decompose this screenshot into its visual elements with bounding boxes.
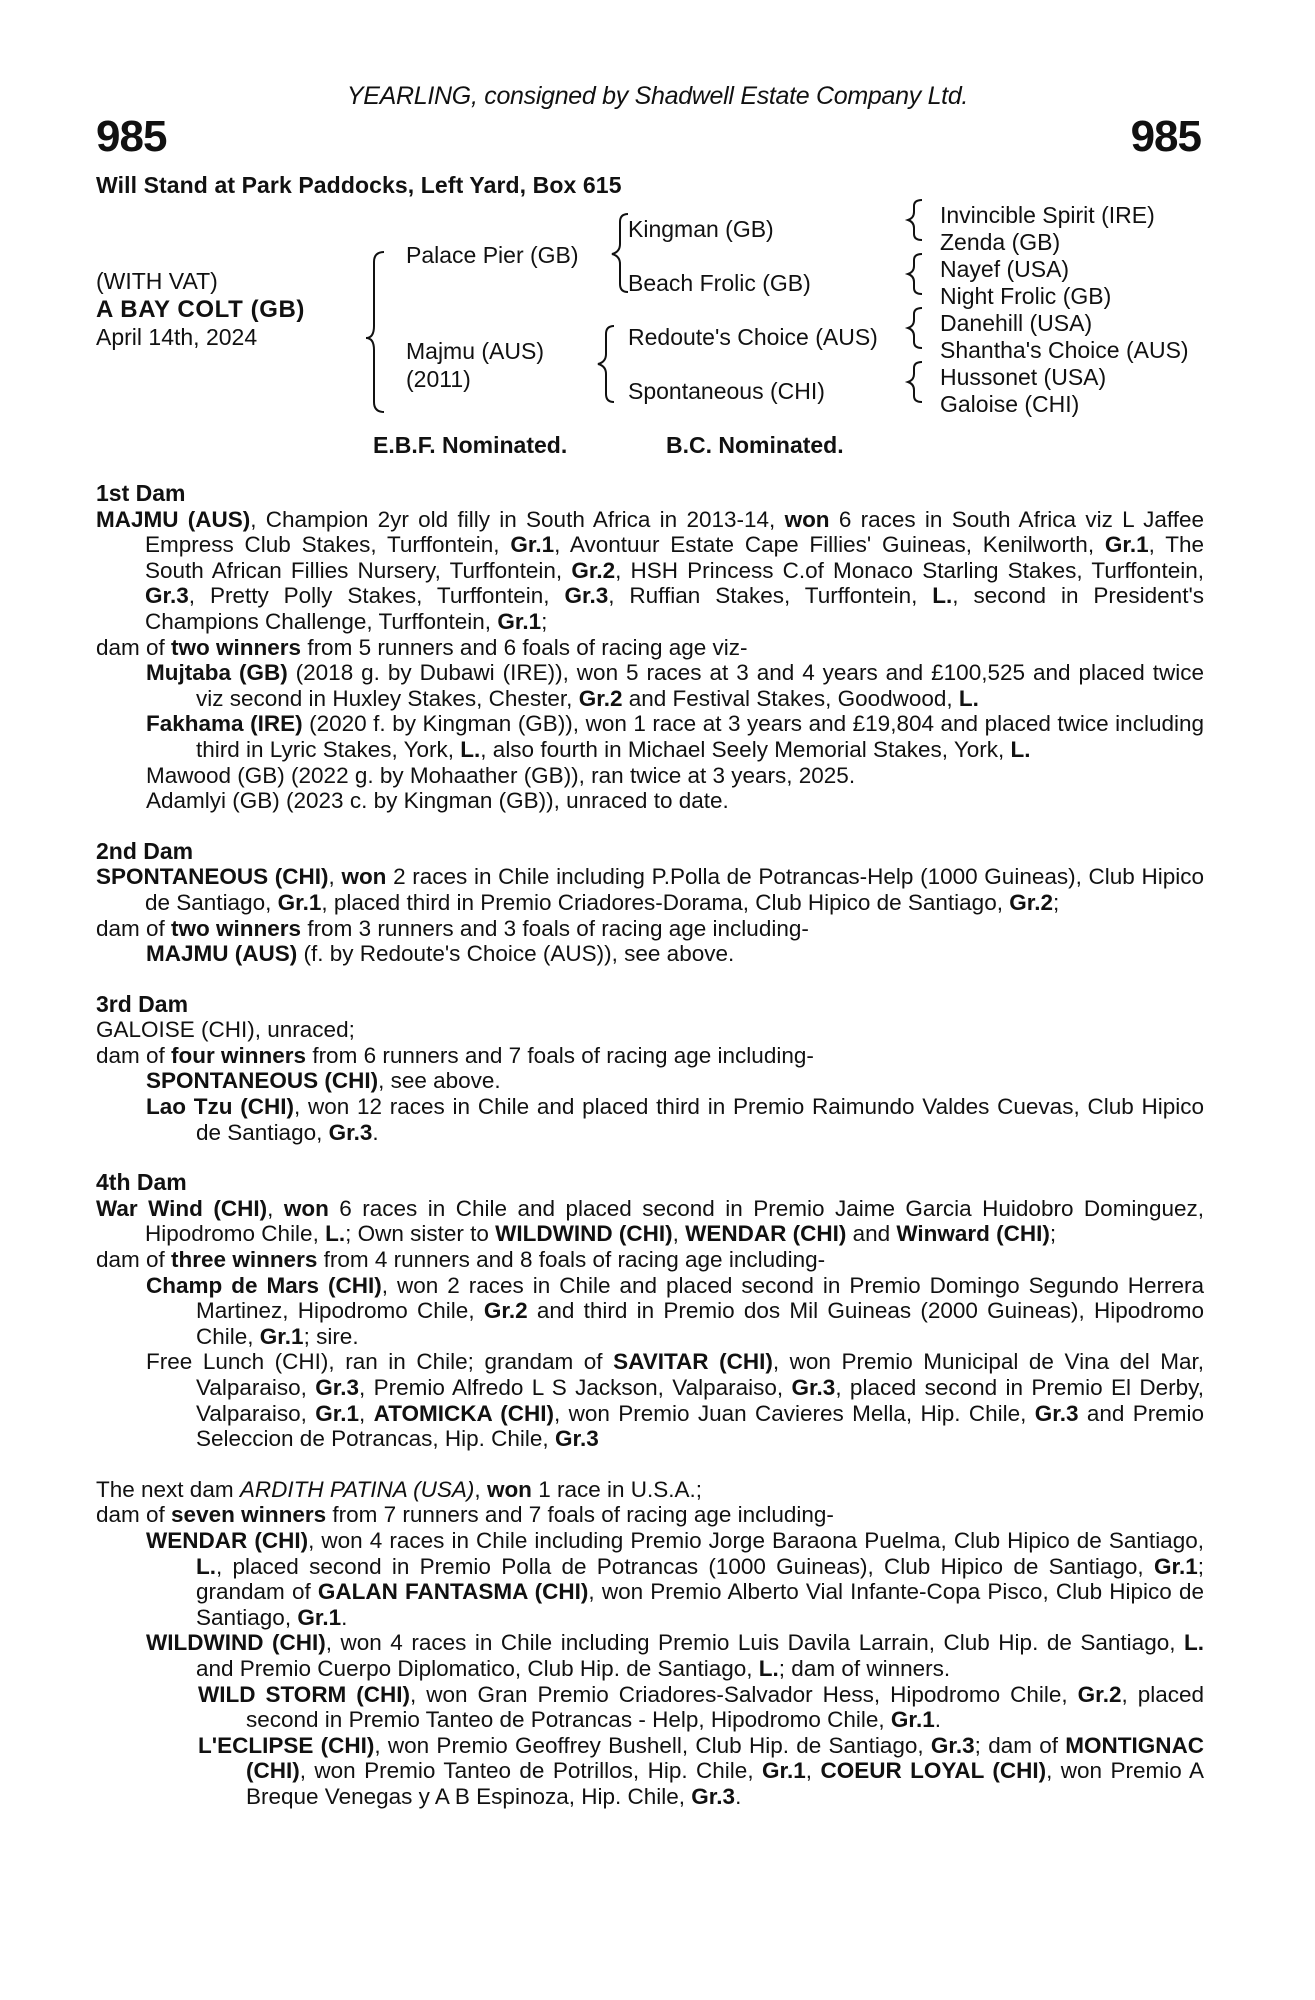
- dam: Majmu (AUS): [406, 338, 545, 364]
- sire-sire: Kingman (GB): [628, 216, 774, 242]
- pedigree-entry: [96, 1528, 1204, 1630]
- text: , also fourth in Michael Seely Memorial Stakes, York,: [480, 736, 1011, 762]
- text: .: [934, 1707, 941, 1733]
- text: dam of: [96, 634, 172, 660]
- text: Adamlyi (GB) (2023 c. by Kingman (GB)), unraced to date.: [146, 788, 729, 814]
- bold-text: three winners: [171, 1247, 318, 1273]
- pedigree-entry: [96, 507, 1204, 635]
- bold-text: Gr.3: [315, 1375, 360, 1400]
- consignor-line: YEARLING, consigned by Shadwell Estate Company Ltd.: [346, 82, 969, 110]
- bold-text: Gr.3: [145, 583, 189, 609]
- sire: Palace Pier (GB): [406, 242, 579, 268]
- text: , won Premio Geoffrey Bushell, Club Hip. de Santiago,: [374, 1732, 931, 1758]
- gen3-ancestor: Invincible Spirit (IRE): [940, 202, 1155, 228]
- text: , placed third in Premio Criadores-Dorama, Club Hipico de Santiago,: [321, 889, 1010, 915]
- text: ,: [328, 864, 342, 890]
- section-title: 2nd Dam: [96, 837, 194, 864]
- bold-text: Gr.3: [554, 1426, 599, 1452]
- pedigree-entry: [96, 1682, 1204, 1733]
- gen3-ancestor: Zenda (GB): [940, 229, 1061, 255]
- bold-text: Gr.3: [564, 583, 609, 609]
- dam-dam: Spontaneous (CHI): [628, 378, 825, 404]
- dam-section: [96, 481, 1204, 814]
- bold-text: Gr.2: [1077, 1681, 1122, 1707]
- text: (2018 g. by Dubawi (IRE)), won 5 races at 3 and 4 years and £100,525 and placed twice viz second in Huxley Stakes, Chester,: [196, 660, 1204, 711]
- text: , placed second in Premio Tanteo de Potrancas - Help, Hipodromo Chile,: [246, 1681, 1204, 1733]
- bold-text: L.: [460, 736, 481, 762]
- pedigree-entry: [96, 1273, 1204, 1350]
- bold-text: Gr.2: [578, 685, 623, 711]
- bold-text: MONTIGNAC (CHI): [246, 1732, 1205, 1784]
- bold-text: Gr.1: [315, 1400, 360, 1426]
- text: and: [846, 1221, 897, 1247]
- foaling-date: April 14th, 2024: [96, 324, 258, 350]
- gen3-ancestor: Nayef (USA): [940, 256, 1070, 282]
- bold-text: MAJMU (AUS): [146, 941, 298, 967]
- bold-text: COEUR LOYAL (CHI): [820, 1758, 1047, 1784]
- text: , see above.: [378, 1068, 501, 1094]
- text: ; dam of: [974, 1732, 1066, 1758]
- pedigree-entry: [96, 1043, 1204, 1069]
- bold-text: won: [341, 864, 387, 890]
- bold-text: Gr.2: [1009, 889, 1053, 915]
- bold-text: Gr.1: [297, 1604, 342, 1630]
- text: (f. by Redoute's Choice (AUS)), see above.: [297, 941, 735, 967]
- gen3-ancestor: Danehill (USA): [940, 310, 1093, 336]
- bold-text: two winners: [171, 634, 302, 660]
- bold-text: WILD STORM (CHI): [198, 1681, 411, 1707]
- pedigree-entry: [96, 763, 1204, 789]
- dam-section: [96, 839, 1204, 967]
- text: , won Premio A Breque Venegas y A B Espinoza, Hip. Chile,: [246, 1758, 1204, 1809]
- text: 2 races in Chile including P.Polla de Potrancas-Help (1000 Guineas), Club Hipico de Santiago,: [145, 864, 1204, 915]
- bold-text: MAJMU (AUS): [96, 506, 251, 532]
- brace-main: [366, 252, 384, 412]
- bold-text: L.: [325, 1221, 346, 1247]
- text: Mawood (GB) (2022 g. by Mohaather (GB)), ran twice at 3 years, 2025.: [146, 762, 856, 788]
- bold-text: WENDAR (CHI): [685, 1221, 847, 1247]
- text: dam of: [96, 1042, 172, 1068]
- bold-text: L.: [1010, 736, 1031, 762]
- text: from 6 runners and 7 foals of racing age including-: [306, 1042, 814, 1068]
- bold-text: SAVITAR (CHI): [613, 1349, 773, 1375]
- text: , placed second in Premio El Derby, Valparaiso,: [196, 1375, 1204, 1426]
- bold-text: Fakhama (IRE): [146, 711, 303, 737]
- text: ,: [672, 1221, 686, 1247]
- text: 6 races in Chile and placed second in Premio Jaime Garcia Huidobro Dominguez, Hipodromo Chile,: [145, 1195, 1204, 1247]
- bold-text: Gr.3: [691, 1783, 736, 1809]
- text: , won Gran Premio Criadores-Salvador Hess, Hipodromo Chile,: [410, 1681, 1078, 1707]
- section-title: 3rd Dam: [96, 990, 189, 1017]
- pedigree-entry: [96, 1502, 1204, 1528]
- section-gap: [96, 1452, 1204, 1477]
- pedigree-entry: [96, 941, 1204, 967]
- text: The next dam: [96, 1476, 240, 1502]
- brace-g3-1: [908, 200, 922, 240]
- pedigree-entry: [96, 1630, 1204, 1681]
- bold-text: Gr.1: [1153, 1553, 1198, 1579]
- bold-text: L.: [196, 1553, 216, 1579]
- text: dam of: [96, 915, 172, 941]
- bold-text: SPONTANEOUS (CHI): [96, 864, 329, 890]
- lot-number-right: 985: [1130, 112, 1201, 161]
- text: , Ruffian Stakes, Turffontein,: [608, 583, 933, 609]
- vat-note: (WITH VAT): [96, 268, 218, 294]
- text: , won 4 races in Chile including Premio Luis Davila Larrain, Club Hip. de Santiago,: [325, 1630, 1184, 1656]
- bold-text: Gr.2: [483, 1298, 528, 1324]
- text: ;: [1053, 889, 1060, 915]
- gen3-ancestor: Hussonet (USA): [940, 364, 1107, 390]
- bold-text: SPONTANEOUS (CHI): [146, 1068, 379, 1094]
- brace-g3-3: [908, 308, 922, 348]
- bold-text: ATOMICKA (CHI): [373, 1400, 555, 1426]
- text: , won Premio Alberto Vial Infante-Copa Pisco, Club Hipico de Santiago,: [196, 1579, 1204, 1630]
- bold-text: Winward (CHI): [896, 1221, 1050, 1247]
- brace-g3-2: [908, 254, 922, 294]
- text: , won 2 races in Chile and placed second in Premio Domingo Segundo Herrera Martinez, Hipodromo Chile,: [196, 1272, 1205, 1324]
- pedigree-entry: [96, 788, 1204, 814]
- pedigree-entry: [96, 711, 1204, 762]
- brace-dam: [598, 326, 614, 402]
- dam-year: (2011): [406, 366, 471, 392]
- horse-name: A BAY COLT (GB): [96, 296, 306, 323]
- bold-text: Mujtaba (GB): [146, 660, 288, 686]
- bold-text: Gr.1: [277, 889, 322, 915]
- bold-text: Gr.1: [259, 1323, 304, 1349]
- ebf-nomination: E.B.F. Nominated.: [373, 432, 568, 458]
- text: , won Premio Tanteo de Potrillos, Hip. Chile,: [299, 1758, 762, 1784]
- text: , won Premio Municipal de Vina del Mar, Valparaiso,: [196, 1349, 1205, 1400]
- bold-text: Gr.3: [930, 1732, 975, 1758]
- italic-text: ARDITH PATINA (USA): [239, 1476, 475, 1502]
- bold-text: Gr.1: [497, 608, 542, 634]
- bold-text: WILDWIND (CHI): [146, 1630, 326, 1656]
- text: ; grandam of: [196, 1553, 1204, 1605]
- bold-text: L.: [1184, 1630, 1204, 1656]
- section-gap: [96, 1145, 1204, 1170]
- text: , HSH Princess C.of Monaco Starling Stakes, Turffontein,: [615, 557, 1204, 583]
- section-title: 1st Dam: [96, 480, 186, 506]
- pedigree-entry: [96, 1733, 1204, 1810]
- bold-text: Gr.1: [510, 532, 555, 558]
- brace-g3-4: [908, 362, 922, 402]
- text: .: [372, 1119, 379, 1145]
- bold-text: four winners: [171, 1042, 307, 1068]
- bold-text: Gr.1: [1104, 532, 1149, 558]
- bold-text: won: [784, 506, 830, 532]
- text: , Champion 2yr old filly in South Africa in 2013-14,: [250, 506, 785, 532]
- text: 6 races in South Africa viz L Jaffee Empress Club Stakes, Turffontein,: [145, 506, 1204, 558]
- text: , won 12 races in Chile and placed third in Premio Raimundo Valdes Cuevas, Club Hipico de Santiago,: [196, 1094, 1204, 1145]
- text: , The South African Fillies Nursery, Turffontein,: [145, 532, 1205, 583]
- text: ; sire.: [303, 1323, 359, 1349]
- bold-text: Gr.2: [571, 557, 616, 583]
- text: 1 race in U.S.A.;: [531, 1476, 703, 1502]
- text: ; Own sister to: [345, 1221, 496, 1247]
- text: ,: [805, 1758, 821, 1784]
- dam-section: [96, 1477, 1204, 1810]
- text: , Avontuur Estate Cape Fillies' Guineas, Kenilworth,: [554, 532, 1105, 558]
- gen3-ancestor: Galoise (CHI): [940, 391, 1080, 417]
- text: , Premio Alfredo L S Jackson, Valparaiso,: [359, 1375, 792, 1400]
- bold-text: L.: [932, 583, 953, 609]
- text: , won 4 races in Chile including Premio Jorge Baraona Puelma, Club Hipico de Santiago,: [308, 1527, 1204, 1553]
- text: .: [341, 1604, 348, 1630]
- bold-text: WILDWIND (CHI): [495, 1221, 673, 1247]
- text: , Pretty Polly Stakes, Turffontein,: [188, 583, 565, 609]
- pedigree-entry: [96, 916, 1204, 942]
- text: , second in President's Champions Challenge, Turffontein,: [145, 583, 1204, 634]
- pedigree-entry: [96, 1196, 1204, 1247]
- gen3-ancestor: Shantha's Choice (AUS): [940, 337, 1189, 363]
- text: , won Premio Juan Cavieres Mella, Hip. Chile,: [554, 1400, 1035, 1426]
- lot-number-left: 985: [96, 112, 167, 161]
- text: ,: [267, 1195, 284, 1221]
- text: and Premio Seleccion de Potrancas, Hip. Chile,: [196, 1400, 1204, 1452]
- pedigree-entry: [96, 1247, 1204, 1273]
- pedigree-entry: [96, 660, 1204, 711]
- bold-text: GALAN FANTASMA (CHI): [317, 1579, 589, 1605]
- text: ;: [541, 608, 548, 634]
- bold-text: WENDAR (CHI): [146, 1527, 309, 1553]
- bold-text: won: [283, 1195, 329, 1221]
- text: Free Lunch (CHI), ran in Chile; grandam of: [146, 1349, 614, 1375]
- text: dam of: [96, 1502, 172, 1528]
- sire-dam: Beach Frolic (GB): [628, 270, 811, 296]
- section-gap: [96, 967, 1204, 992]
- text: dam of: [96, 1247, 172, 1273]
- pedigree-entry: [96, 635, 1204, 661]
- bold-text: Gr.1: [762, 1758, 806, 1784]
- family-notes: [96, 481, 1204, 1810]
- pedigree-entry: [96, 1477, 1204, 1503]
- text: ,: [359, 1400, 374, 1426]
- text: and Festival Stakes, Goodwood,: [622, 685, 959, 711]
- pedigree-entry: [96, 864, 1204, 915]
- bold-text: Gr.3: [791, 1375, 836, 1400]
- bold-text: two winners: [171, 915, 302, 941]
- text: GALOISE (CHI), unraced;: [96, 1017, 355, 1043]
- gen3-ancestor: Night Frolic (GB): [940, 283, 1112, 309]
- section-gap: [96, 814, 1204, 839]
- pedigree-entry: [96, 1094, 1204, 1145]
- text: ,: [474, 1476, 487, 1502]
- bold-text: seven winners: [171, 1502, 327, 1528]
- bold-text: Lao Tzu (CHI): [146, 1094, 294, 1120]
- text: and third in Premio dos Mil Guineas (2000 Guineas), Hipodromo Chile,: [196, 1298, 1204, 1349]
- dam-section: [96, 1170, 1204, 1452]
- bold-text: Gr.1: [890, 1707, 935, 1733]
- bold-text: L.: [958, 685, 979, 711]
- bold-text: L'ECLIPSE (CHI): [198, 1732, 375, 1758]
- pedigree-entry: [96, 1349, 1204, 1451]
- text: from 5 runners and 6 foals of racing age viz-: [301, 634, 748, 660]
- bold-text: won: [486, 1476, 532, 1502]
- text: , placed second in Premio Polla de Potrancas (1000 Guineas), Club Hipico de Santiago,: [216, 1553, 1154, 1579]
- stabling-location: Will Stand at Park Paddocks, Left Yard, Box 615: [96, 172, 622, 198]
- bold-text: Gr.3: [1034, 1400, 1079, 1426]
- bold-text: Gr.3: [328, 1119, 373, 1145]
- text: ;: [1049, 1221, 1057, 1247]
- dam-section: [96, 992, 1204, 1146]
- text: from 7 runners and 7 foals of racing age including-: [326, 1502, 834, 1528]
- brace-sire: [612, 214, 628, 292]
- bc-nomination: B.C. Nominated.: [666, 432, 844, 458]
- text: (2020 f. by Kingman (GB)), won 1 race at 3 years and £19,804 and placed twice including third in Lyric Stakes, York,: [196, 711, 1204, 762]
- bold-text: Champ de Mars (CHI): [146, 1272, 382, 1298]
- bold-text: War Wind (CHI): [96, 1195, 268, 1221]
- text: from 3 runners and 3 foals of racing age including-: [301, 915, 809, 941]
- text: and Premio Cuerpo Diplomatico, Club Hip. de Santiago,: [196, 1655, 759, 1681]
- pedigree-entry: [96, 1068, 1204, 1094]
- section-title: 4th Dam: [96, 1169, 187, 1196]
- text: ; dam of winners.: [778, 1655, 951, 1681]
- text: from 4 runners and 8 foals of racing age including-: [317, 1247, 826, 1273]
- bold-text: L.: [758, 1655, 779, 1681]
- dam-sire: Redoute's Choice (AUS): [628, 324, 878, 350]
- text: .: [735, 1783, 742, 1809]
- pedigree-entry: [96, 1017, 1204, 1043]
